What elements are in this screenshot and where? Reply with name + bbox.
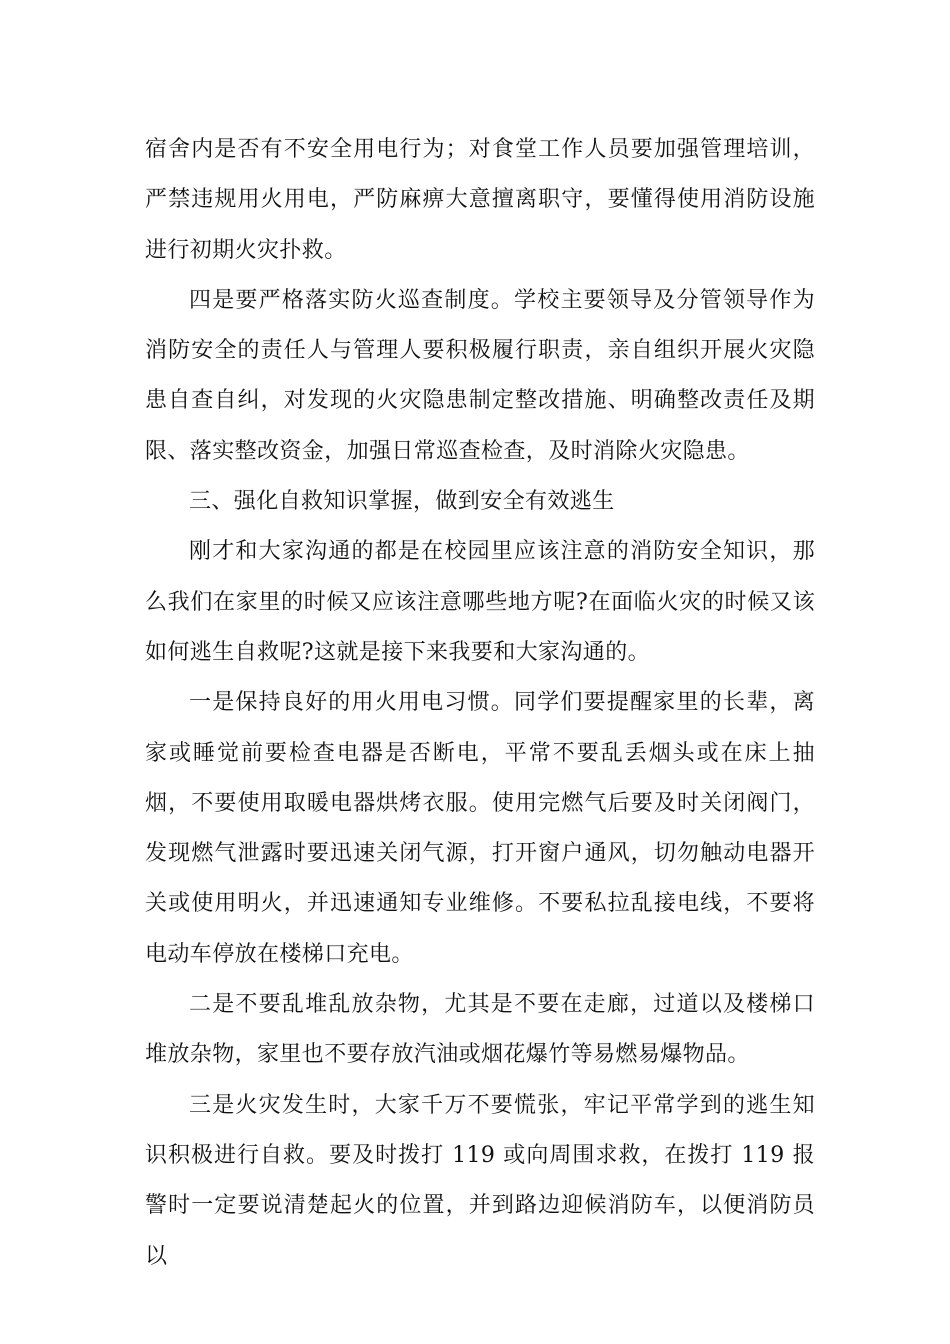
paragraph-dormitory-electricity: 宿舍内是否有不安全用电行为；对食堂工作人员要加强管理培训，严禁违规用火用电，严防麻痹大意擅离职守，要懂得使用消防设施进行初期火灾扑救。 [145,137,815,263]
paragraph-no-clutter: 二是不要乱堆乱放杂物，尤其是不要在走廊，过道以及楼梯口堆放杂物，家里也不要存放汽油或烟花爆竹等易燃易爆物品。 [145,992,815,1068]
section-heading-self-rescue: 三、强化自救知识掌握，做到安全有效逃生 [189,489,615,515]
paragraph-home-safety-intro: 刚才和大家沟通的都是在校园里应该注意的消防安全知识，那么我们在家里的时候又应该注意哪些地方呢?在面临火灾的时候又该如何逃生自救呢?这就是接下来我要和大家沟通的。 [145,539,815,665]
document-body [145,125,815,1282]
paragraph-fire-patrol-system: 四是要严格落实防火巡查制度。学校主要领导及分管领导作为消防安全的责任人与管理人要积极履行职责，亲自组织开展火灾隐患自查自纠，对发现的火灾隐患制定整改措施、明确整改责任及期限、落实整改资金，加强日常巡查检查，及时消除火灾隐患。 [145,287,815,464]
paragraph-fire-emergency: 三是火灾发生时，大家千万不要慌张，牢记平常学到的逃生知识积极进行自救。要及时拨打 119 或向周围求救，在拨打 119 报警时一定要说清楚起火的位置，并到路边迎候消防车，以便消防员以 [145,1092,815,1269]
paragraph-fire-electricity-habits: 一是保持良好的用火用电习惯。同学们要提醒家里的长辈，离家或睡觉前要检查电器是否断电，平常不要乱丢烟头或在床上抽烟，不要使用取暖电器烘烤衣服。使用完燃气后要及时关闭阀门，发现燃气泄露时要迅速关闭气源，打开窗户通风，切勿触动电器开关或使用明火，并迅速通知专业维修。不要私拉乱接电线，不要将电动车停放在楼梯口充电。 [145,690,815,967]
